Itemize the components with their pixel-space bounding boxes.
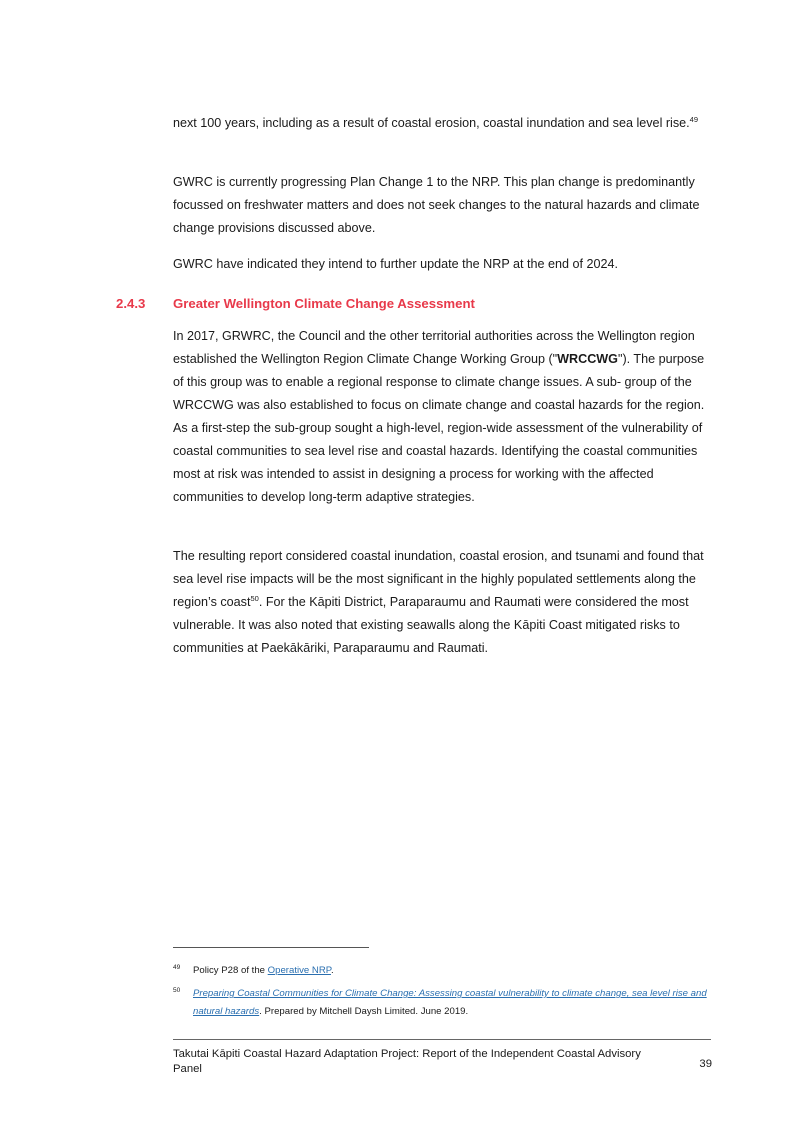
operative-nrp-link[interactable]: Operative NRP: [267, 965, 331, 976]
section-title: Greater Wellington Climate Change Assessment: [173, 296, 475, 311]
paragraph-text: next 100 years, including as a result of coastal erosion, coastal inundation and sea level rise.: [173, 116, 690, 130]
footnote-body: [193, 985, 713, 1021]
paragraph-text: In 2017, GRWRC, the Council and the other territorial authorities across the Wellington region established the Wellington Region Climate Change Working Group (": [173, 329, 695, 366]
footnote-49: [173, 962, 713, 980]
footnote-text: . Prepared by Mitchell Daysh Limited. June 2019.: [259, 1006, 469, 1017]
coastal-report-link[interactable]: Preparing Coastal Communities for Climate Change: Assessing coastal vulnerability to climate change, sea level rise and natural hazards: [193, 988, 707, 1017]
paragraph-text: GWRC is currently progressing Plan Change 1 to the NRP. This plan change is predominantly focussed on freshwater matters and does not seek changes to the natural hazards and climate change provisions discussed above.: [173, 175, 700, 235]
footnote-mark: 50: [173, 987, 181, 994]
footnote-ref-49[interactable]: 49: [689, 115, 698, 124]
footnote-body: [193, 962, 713, 980]
paragraph-wrccwg: [173, 325, 718, 509]
paragraph-plan-change: [173, 171, 718, 240]
footnote-separator: [173, 947, 369, 948]
page-number: 39: [699, 1058, 712, 1070]
section-number: 2.4.3: [116, 296, 146, 311]
paragraph-continuation: [173, 112, 718, 135]
wrccwg-abbrev: WRCCWG: [557, 352, 618, 366]
paragraph-report-findings: [173, 545, 718, 660]
footnote-mark: 49: [173, 964, 181, 971]
footnote-text: .: [330, 965, 334, 976]
footnote-ref-50[interactable]: 50: [250, 594, 259, 603]
paragraph-text: GWRC have indicated they intend to further update the NRP at the end of 2024.: [173, 257, 619, 271]
paragraph-nrp-update: [173, 253, 718, 276]
footnote-50: [173, 985, 713, 1021]
footer-title: Takutai Kāpiti Coastal Hazard Adaptation Project: Report of the Independent Coastal Advisory Panel: [173, 1048, 641, 1075]
paragraph-text: "). The purpose of this group was to enable a regional response to climate change issues. A sub- group of the WRCCWG was also established to focus on climate change and coastal hazards for the region. As a first-step the sub-group sought a high-level, region-wide assessment of the vulnerability of coastal communities to sea level rise and coastal hazards. Identifying the coastal communities most at risk was intended to assist in designing a process for working with the affected communities to develop long-term adaptive strategies.: [173, 352, 705, 504]
footer-separator: [173, 1039, 711, 1040]
paragraph-text: . For the Kāpiti District, Paraparaumu and Raumati were considered the most vulnerable. It was also noted that existing seawalls along the Kāpiti Coast mitigated risks to communities at Paekākāriki, Paraparaumu and Raumati.: [173, 595, 689, 655]
paragraph-text: The resulting report considered coastal inundation, coastal erosion, and tsunami and found that sea level rise impacts will be the most significant in the highly populated settlements along the region’s coast: [173, 549, 704, 609]
footnote-text: Policy P28 of the: [193, 965, 268, 976]
